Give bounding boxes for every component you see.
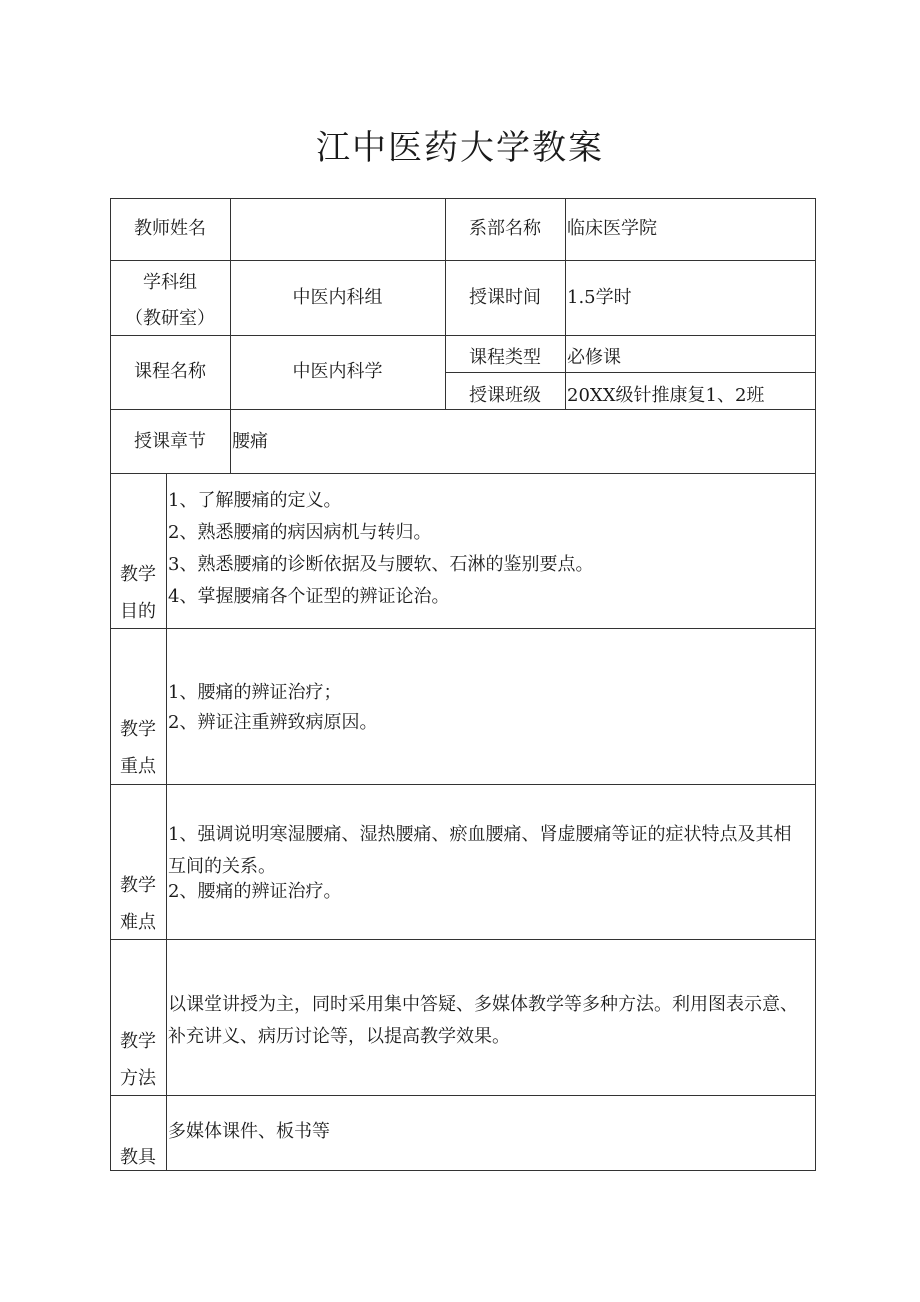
type-label: 课程类型 <box>469 347 541 368</box>
objective-item-3: 3、熟悉腰痛的诊断依据及与腰软、石淋的鉴别要点。 <box>168 554 594 575</box>
group-value: 中医内科组 <box>292 287 383 308</box>
table-line <box>110 628 816 629</box>
key-points-label-line1: 教学 <box>120 719 156 740</box>
table-line <box>230 198 231 473</box>
table-line <box>110 1170 816 1171</box>
dept-label: 系部名称 <box>469 218 541 239</box>
hours-value: 1.5学时 <box>567 287 632 308</box>
dept-value: 临床医学院 <box>567 218 657 239</box>
key-point-item-1: 1、腰痛的辨证治疗； <box>168 682 342 703</box>
chapter-label: 授课章节 <box>134 431 206 452</box>
objectives-label-line1: 教学 <box>120 564 156 585</box>
key-points-label-line2: 重点 <box>120 756 156 777</box>
table-line <box>110 335 816 336</box>
methods-label-line1: 教学 <box>120 1031 156 1052</box>
group-label-line1: 学科组 <box>143 272 197 293</box>
methods-text: 以课堂讲授为主，同时采用集中答疑、多媒体教学等多种方法。利用图表示意、补充讲义、病历讨论等，以提高教学效果。 <box>168 994 798 1047</box>
table-line <box>110 473 816 474</box>
table-line <box>565 198 566 409</box>
objectives-label-line2: 目的 <box>120 601 156 622</box>
methods-label-line2: 方法 <box>120 1068 156 1089</box>
table-line <box>815 198 816 1171</box>
page-title: 江中医药大学教案 <box>316 128 604 168</box>
course-label: 课程名称 <box>134 361 206 382</box>
lesson-plan-table <box>110 198 816 1171</box>
objective-item-4: 4、掌握腰痛各个证型的辨证论治。 <box>168 586 450 607</box>
table-line <box>166 473 167 1171</box>
tools-label: 教具 <box>120 1147 156 1168</box>
class-label: 授课班级 <box>469 385 541 406</box>
difficulty-item-2: 2、腰痛的辨证治疗。 <box>168 881 342 902</box>
table-line <box>110 939 816 940</box>
teacher-label: 教师姓名 <box>134 218 206 239</box>
tools-text: 多媒体课件、板书等 <box>168 1121 330 1142</box>
table-line <box>110 198 816 199</box>
table-line <box>110 260 816 261</box>
type-value: 必修课 <box>567 347 621 368</box>
table-line <box>110 784 816 785</box>
course-value: 中医内科学 <box>292 361 383 382</box>
objective-item-1: 1、了解腰痛的定义。 <box>168 490 342 511</box>
table-line <box>110 1095 816 1096</box>
hours-label: 授课时间 <box>469 287 541 308</box>
chapter-value: 腰痛 <box>232 431 268 452</box>
group-label-line2: （教研室） <box>125 308 215 329</box>
class-value: 20XX级针推康复1、2班 <box>567 385 765 406</box>
difficulty-item-1: 1、强调说明寒湿腰痛、湿热腰痛、瘀血腰痛、肾虚腰痛等证的症状特点及其相互间的关系。 <box>168 824 792 877</box>
difficulties-label-line1: 教学 <box>120 875 156 896</box>
key-point-item-2: 2、辨证注重辨致病原因。 <box>168 712 378 733</box>
difficulties-label-line2: 难点 <box>120 912 156 933</box>
objective-item-2: 2、熟悉腰痛的病因病机与转归。 <box>168 522 432 543</box>
